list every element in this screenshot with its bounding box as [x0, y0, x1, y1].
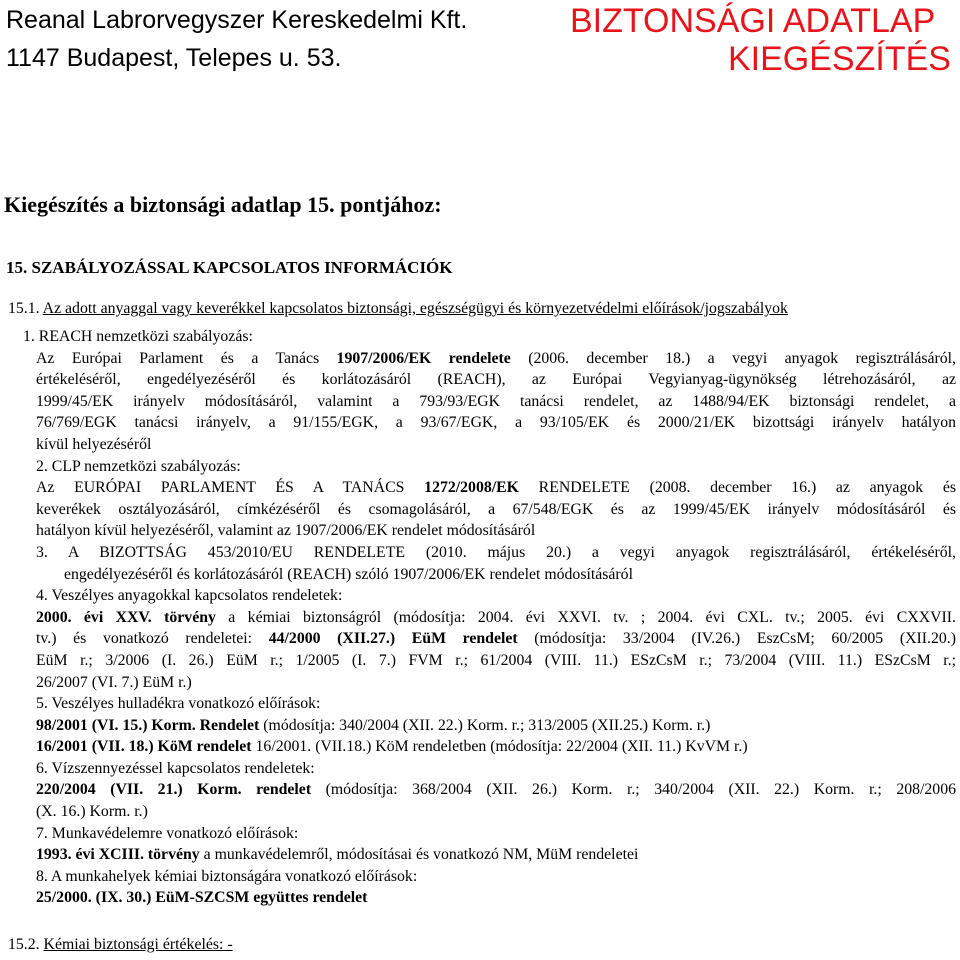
- water-heading: 6. Vízszennyezéssel kapcsolatos rendeletek:: [36, 759, 315, 777]
- document-title: BIZTONSÁGI ADATLAP: [570, 2, 936, 40]
- hazardous-line-2: tv.) és vonatkozó rendeletei: 44/2000 (XII.27.) EüM rendelet (módosítja: 33/2004 (IV.26.) EszCsM; 60/2005 (XII.20.): [36, 630, 957, 648]
- water-line-2: (X. 16.) Korm. r.): [36, 803, 148, 821]
- hazardous-line-4: 26/2007 (VI. 7.) EüM r.): [36, 673, 192, 691]
- supplement-title: Kiegészítés a biztonsági adatlap 15. pontjához:: [4, 192, 442, 217]
- clp-line-1: Az EURÓPAI PARLAMENT ÉS A TANÁCS 1272/2008/EK RENDELETE (2008. december 16.) az anyagok és: [36, 479, 957, 497]
- hazardous-substances-regulations: [36, 585, 956, 693]
- reach-heading: 1. REACH nemzetközi szabályozás:: [23, 328, 253, 345]
- waste-line-1: 98/2001 (VI. 15.) Korm. Rendelet (módosítja: 340/2004 (XII. 22.) Korm. r.; 313/2005 (XII.25.) Korm. r.): [36, 716, 711, 734]
- work-line-1: 1993. évi XCIII. törvény a munkavédelemről, módosításai és vonatkozó NM, MüM rendeletei: [36, 846, 639, 864]
- hazardous-line-1: 2000. évi XXV. törvény a kémiai biztonságról (módosítja: 2004. évi XXVI. tv. ; 2004. évi CXL. tv.; 2005. évi CXXVII.: [36, 608, 956, 626]
- reach-regulation: [23, 326, 957, 456]
- commission-regulation: [36, 542, 956, 585]
- subsection-number: 15.2.: [8, 936, 40, 953]
- regulations-list: [23, 326, 957, 909]
- clp-line-2: keverékek osztályozásáról, címkézéséről és csomagolásáról, a 67/548/EGK és az 1999/45/EK irányelv módosításáról és: [36, 500, 956, 518]
- company-address: 1147 Budapest, Telepes u. 53.: [6, 44, 342, 72]
- reach-line-4: 76/769/EGK tanácsi irányelv, a 91/155/EGK, a 93/67/EGK, a 93/105/EK és 2000/21/EK bizottsági irányelv hatályon: [36, 414, 956, 432]
- work-heading: 7. Munkavédelemre vonatkozó előírások:: [36, 824, 299, 842]
- document-subtitle: KIEGÉSZÍTÉS: [728, 40, 951, 78]
- company-name: Reanal Labrorvegyszer Kereskedelmi Kft.: [6, 6, 468, 34]
- chemical-safety-regulations: [36, 866, 956, 909]
- reach-line-2: értékeléséről, engedélyezéséről és korlátozásáról (REACH), az Európai Vegyianyag-ügynökség létrehozásáról, az: [36, 371, 956, 389]
- reach-line-1: Az Európai Parlament és a Tanács 1907/2006/EK rendelete (2006. december 18.) a vegyi anyagok regisztrálásáról,: [36, 349, 957, 367]
- clp-line-3: hatályon kívül helyezéséről, valamint az 1907/2006/EK rendelet módosításáról: [36, 522, 536, 540]
- chem-heading: 8. A munkahelyek kémiai biztonságára vonatkozó előírások:: [36, 867, 418, 885]
- clp-regulation: [36, 456, 956, 542]
- waste-line-2: 16/2001 (VII. 18.) KöM rendelet 16/2001. (VII.18.) KöM rendeletben (módosítja: 22/2004 (XII. 11.) KvVM r.): [36, 738, 748, 756]
- water-pollution-regulations: [36, 758, 956, 823]
- clp-heading: 2. CLP nemzetközi szabályozás:: [36, 457, 241, 475]
- reach-line-3: 1999/45/EK irányelv módosításáról, valamint a 793/93/EGK tanácsi rendelet, az 1488/94/EK biztonsági rendelet, a: [36, 392, 956, 410]
- hazardous-heading: 4. Veszélyes anyagokkal kapcsolatos rendeletek:: [36, 587, 343, 605]
- hazardous-waste-regulations: [36, 693, 956, 758]
- subsection-15-1: [8, 298, 952, 320]
- chem-line-1: 25/2000. (IX. 30.) EüM-SZCSM együttes rendelet: [36, 889, 368, 907]
- commission-line-1: 3. A BIZOTTSÁG 453/2010/EU RENDELETE (2010. május 20.) a vegyi anyagok regisztrálásáról, értékeléséről,: [36, 543, 956, 561]
- subsection-15-2: [8, 934, 233, 956]
- waste-heading: 5. Veszélyes hulladékra vonatkozó előírások:: [36, 695, 321, 713]
- subsection-title: Kémiai biztonsági értékelés: -: [43, 936, 233, 953]
- reach-line-5: kívül helyezéséről: [36, 435, 152, 453]
- section-title: 15. SZABÁLYOZÁSSAL KAPCSOLATOS INFORMÁCIÓK: [6, 258, 453, 277]
- subsection-number: 15.1.: [8, 300, 40, 317]
- hazardous-line-3: EüM r.; 3/2006 (I. 26.) EüM r.; 1/2005 (I. 7.) FVM r.; 61/2004 (VIII. 11.) ESzCsM r.; 73/2004 (VIII. 11.) ESzCsM r.;: [36, 651, 956, 669]
- subsection-title: Az adott anyaggal vagy keverékkel kapcsolatos biztonsági, egészségügyi és környezetvédelmi előírások/jogszabályok: [42, 300, 788, 317]
- commission-line-2: engedélyezéséről és korlátozásáról (REACH) szóló 1907/2006/EK rendelet módosításáról: [64, 565, 633, 583]
- occupational-safety-regulations: [36, 823, 956, 866]
- water-line-1: 220/2004 (VII. 21.) Korm. rendelet (módosítja: 368/2004 (XII. 26.) Korm. r.; 340/2004 (XII. 22.) Korm. r.; 208/2006: [36, 781, 956, 799]
